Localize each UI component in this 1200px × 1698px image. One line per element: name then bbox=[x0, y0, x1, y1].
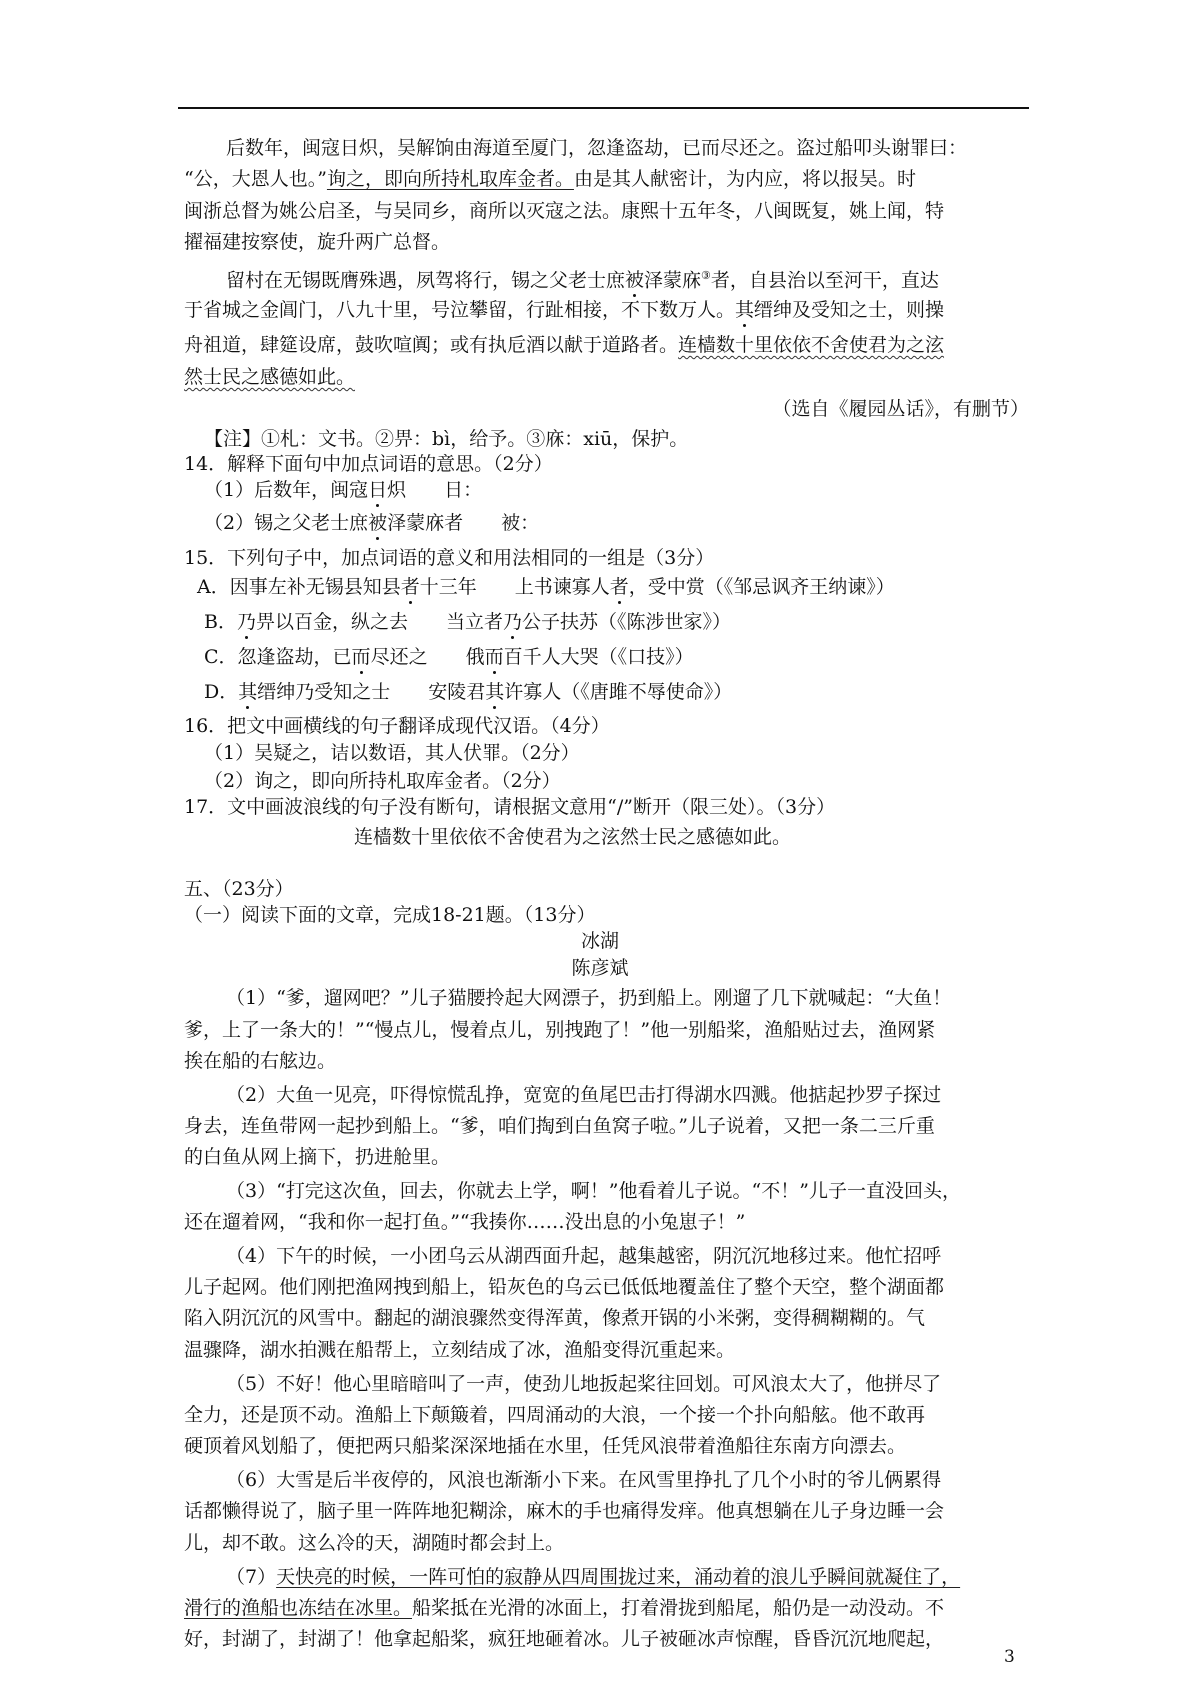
option-d: D．其缙绅乃受知之士 安陵君其许寡人（《唐雎不辱使命》） bbox=[204, 681, 733, 703]
question-16-item-1: （1）吴疑之，诘以数语，其人伏罪。（2分） bbox=[204, 742, 580, 764]
passage-line: 留村在无锡既膺殊遇，夙驾将行，锡之父老士庶被泽蒙庥③者，自县治以至河干，直达 bbox=[226, 269, 939, 292]
header-rule bbox=[178, 107, 1029, 109]
underlined-sentence: 天快亮的时候，一阵可怕的寂静从四周围拢过来，涌动着的浪儿乎瞬间就凝住了， bbox=[276, 1566, 961, 1588]
passage-line: 舟祖道，肆筵设席，鼓吹喧阗；或有执卮酒以献于道路者。连樯数十里依依不舍使君为之泫 bbox=[184, 334, 945, 356]
underlined-sentence: 滑行的渔船也冻结在冰里。 bbox=[184, 1597, 413, 1619]
dotted-char: 而 bbox=[484, 646, 504, 668]
section-subheading: （一）阅读下面的文章，完成18-21题。（13分） bbox=[184, 904, 596, 926]
question-16-item-2: （2）询之，即向所持札取库金者。（2分） bbox=[204, 770, 561, 792]
option-b: B．乃畀以百金，纵之去 当立者乃公子扶苏（《陈涉世家》） bbox=[204, 611, 732, 633]
article-line: 温骤降，湖水拍溅在船帮上，立刻结成了冰，渔船变得沉重起来。 bbox=[184, 1339, 736, 1361]
dotted-char: 其 bbox=[485, 681, 505, 703]
passage-line: 闽浙总督为姚公启圣，与吴同乡，商所以灭寇之法。康熙十五年冬，八闽既复，姚上闻，特 bbox=[184, 200, 945, 222]
article-line: 爹，上了一条大的！”“慢点儿，慢着点儿，别拽跑了！”他一别船桨，渔船贴过去，渔网紧 bbox=[184, 1019, 936, 1041]
dotted-char: 乃 bbox=[503, 611, 523, 633]
dotted-char: 日 bbox=[368, 479, 388, 501]
section-heading: 五、（23分） bbox=[184, 878, 294, 900]
page-number: 3 bbox=[1004, 1647, 1015, 1667]
article-line: 好，封湖了，封湖了！他拿起船桨，疯狂地砸着冰。儿子被砸冰声惊醒，昏昏沉沉地爬起， bbox=[184, 1628, 945, 1650]
passage-line: 于省城之金阊门，八九十里，号泣攀留，行趾相接，不下数万人。其缙绅及受知之士，则操 bbox=[184, 299, 945, 321]
article-line: （4）下午的时候，一小团乌云从湖西面升起，越集越密，阴沉沉地移过来。他忙招呼 bbox=[226, 1245, 942, 1267]
passage-line: 擢福建按察使，旋升两广总督。 bbox=[184, 231, 451, 253]
article-author: 陈彦斌 bbox=[571, 957, 629, 979]
article-line: 话都懒得说了，脑子里一阵阵地犯糊涂，麻木的手也痛得发痒。他真想躺在儿子身边睡一会 bbox=[184, 1500, 945, 1522]
article-line: 还在遛着网，“我和你一起打鱼。”“我揍你……没出息的小兔崽子！” bbox=[184, 1211, 746, 1233]
dotted-char: 其 bbox=[735, 299, 755, 321]
article-line: （5）不好！他心里暗暗叫了一声，使劲儿地扳起桨往回划。可风浪太大了，他拼尽了 bbox=[226, 1373, 942, 1395]
passage-source: （选自《履园丛话》，有删节） bbox=[772, 398, 1029, 420]
article-line: 身去，连鱼带网一起抄到船上。“爹，咱们掏到白鱼窝子啦。”儿子说着，又把一条二三斤重 bbox=[184, 1115, 935, 1137]
article-line: （2）大鱼一见亮，吓得惊慌乱挣，宽宽的鱼尾巴击打得湖水四溅。他掂起抄罗子探过 bbox=[226, 1084, 942, 1106]
wavy-sentence: 连樯数十里依依不舍使君为之泫 bbox=[678, 334, 945, 356]
question-16: 16．把文中画横线的句子翻译成现代汉语。（4分） bbox=[184, 715, 610, 737]
article-line: 滑行的渔船也冻结在冰里。船桨抵在光滑的冰面上，打着滑拢到船尾，船仍是一动没动。不 bbox=[184, 1597, 945, 1619]
question-15: 15．下列句子中，加点词语的意义和用法相同的一组是（3分） bbox=[184, 547, 715, 569]
passage-line: “公，大恩人也。”询之，即向所持札取库金者。由是其人献密计，为内应，将以报吴。时 bbox=[184, 168, 916, 190]
article-line: 挨在船的右舷边。 bbox=[184, 1050, 337, 1072]
option-c: C．忽逢盗劫，已而尽还之 俄而百千人大哭（《口技》） bbox=[204, 646, 694, 668]
dotted-char: 者 bbox=[400, 576, 420, 598]
dotted-char: 被 bbox=[625, 269, 645, 292]
article-line: 的白鱼从网上摘下，扔进舱里。 bbox=[184, 1146, 451, 1168]
footnote: 【注】①札：文书。②畀：bì，给予。③庥：xiū，保护。 bbox=[204, 428, 689, 450]
dotted-char: 其 bbox=[238, 681, 258, 703]
article-line: 硬顶着风划船了，便把两只船桨深深地插在水里，任凭风浪带着渔船往东南方向漂去。 bbox=[184, 1435, 907, 1457]
article-line: （3）“打完这次鱼，回去，你就去上学，啊！”他看着儿子说。“不！”儿子一直没回头， bbox=[226, 1180, 961, 1202]
article-line: （6）大雪是后半夜停的，风浪也渐渐小下来。在风雪里挣扎了几个小时的爷儿俩累得 bbox=[226, 1469, 942, 1491]
wavy-sentence: 然士民之感德如此。 bbox=[184, 366, 356, 388]
article-line: 陷入阴沉沉的风雪中。翻起的湖浪骤然变得浑黄，像煮开锅的小米粥，变得稠糊糊的。气 bbox=[184, 1307, 926, 1329]
article-line: （1）“爹，遛网吧？”儿子猫腰拎起大网漂子，扔到船上。刚遛了几下就喊起：“大鱼！ bbox=[226, 987, 952, 1009]
question-17-sentence: 连樯数十里依依不舍使君为之泫然士民之感德如此。 bbox=[354, 826, 792, 848]
article-line: 全力，还是顶不动。渔船上下颠簸着，四周涌动的大浪，一个接一个扑向船舷。他不敢再 bbox=[184, 1404, 926, 1426]
question-14-item-2: （2）锡之父老士庶被泽蒙庥者 被： bbox=[204, 512, 540, 534]
underlined-sentence: 询之，即向所持札取库金者。 bbox=[326, 168, 574, 190]
question-17: 17．文中画波浪线的句子没有断句，请根据文意用“/”断开（限三处）。（3分） bbox=[184, 796, 836, 818]
article-line: 儿，却不敢。这么冷的天，湖随时都会封上。 bbox=[184, 1532, 565, 1554]
dotted-char: 被 bbox=[368, 512, 388, 534]
dotted-char: 乃 bbox=[236, 611, 256, 633]
passage-line bbox=[184, 365, 1029, 389]
footnote-marker: ③ bbox=[701, 269, 711, 282]
dotted-char: 者 bbox=[609, 576, 629, 598]
passage-line: 后数年，闽寇日炽，吴解饷由海道至厦门，忽逢盗劫，已而尽还之。盗过船叩头谢罪曰： bbox=[226, 137, 968, 159]
article-title: 冰湖 bbox=[580, 930, 619, 952]
article-line: 儿子起网。他们刚把渔网拽到船上，铅灰色的乌云已低低地覆盖住了整个天空，整个湖面都 bbox=[184, 1276, 945, 1298]
question-14: 14．解释下面句中加点词语的意思。（2分） bbox=[184, 453, 553, 475]
option-a: A．因事左补无锡县知县者十三年 上书谏寡人者，受中赏（《邹忌讽齐王纳谏》） bbox=[197, 576, 895, 598]
question-14-item-1: （1）后数年，闽寇日炽 日： bbox=[204, 479, 483, 501]
article-line: （7）天快亮的时候，一阵可怕的寂静从四周围拢过来，涌动着的浪儿乎瞬间就凝住了， bbox=[226, 1566, 961, 1588]
dotted-char: 而 bbox=[351, 646, 371, 668]
